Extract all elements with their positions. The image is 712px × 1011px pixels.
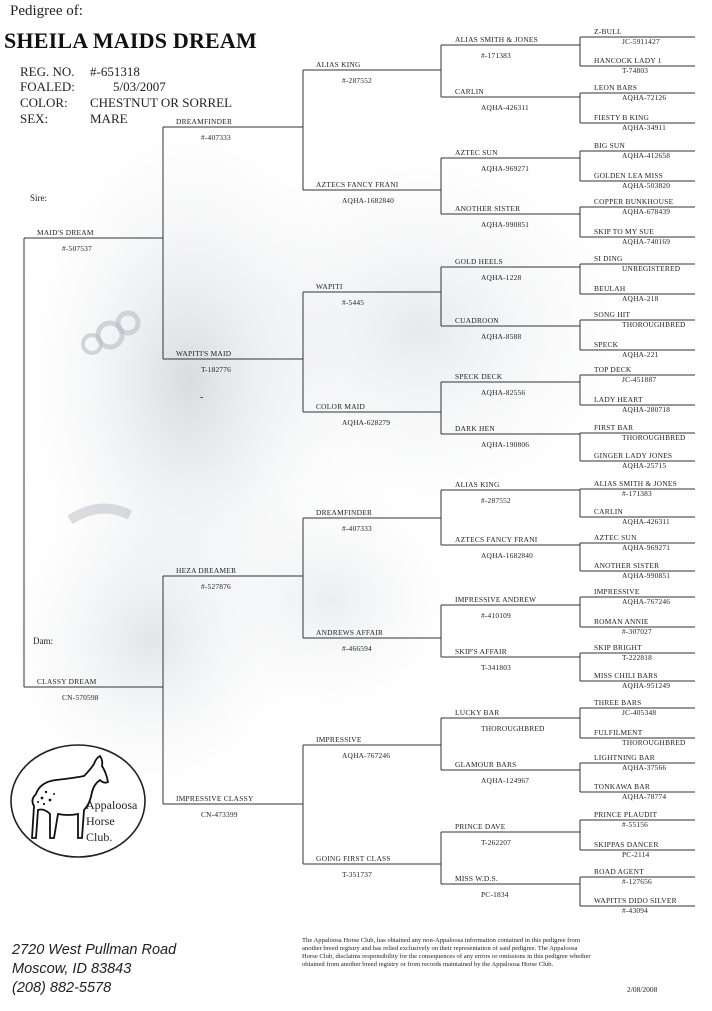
gen4-name: IMPRESSIVE ANDREW: [455, 595, 537, 604]
gen4-reg: AQHA-82556: [481, 388, 526, 397]
gen5-name: SPECK: [594, 340, 619, 349]
gen4-reg: AQHA-124967: [481, 776, 530, 785]
gen5-name: GINGER LADY JONES: [594, 451, 673, 460]
dash-mark: -: [200, 392, 204, 403]
gen2-reg: T-182776: [201, 365, 232, 374]
gen4-reg: #-171383: [481, 51, 511, 60]
gen5-reg: AQHA-426311: [622, 517, 670, 526]
gen5-reg: #-55156: [622, 820, 649, 829]
gen5-name: WAPITI'S DIDO SILVER: [594, 896, 677, 905]
gen5-reg: #-171383: [622, 489, 652, 498]
gen4-name: AZTECS FANCY FRANI: [455, 535, 538, 544]
gen4-name: SKIP'S AFFAIR: [455, 647, 507, 656]
gen5-reg: AQHA-25715: [622, 461, 667, 470]
gen5-name: FIESTY B KING: [594, 113, 650, 122]
sire-label: Sire:: [30, 193, 47, 203]
gen5-name: COPPER BUNKHOUSE: [594, 197, 674, 206]
gen4-reg: THOROUGHBRED: [481, 724, 545, 733]
gen5-name: FULFILMENT: [594, 728, 643, 737]
gen3-reg: AQHA-1682840: [342, 196, 395, 205]
gen5-reg: T-222818: [622, 653, 653, 662]
gen5-name: LEON BARS: [594, 83, 638, 92]
gen5-name: ANOTHER SISTER: [594, 561, 660, 570]
gen2-name: IMPRESSIVE CLASSY: [176, 794, 254, 803]
gen3-reg: AQHA-628279: [342, 418, 391, 427]
gen4-reg: PC-1834: [481, 890, 509, 899]
gen5-name: CARLIN: [594, 507, 624, 516]
gen5-reg: JC-451887: [622, 375, 657, 384]
gen5-name: GOLDEN LEA MISS: [594, 171, 664, 180]
appaloosa-logo: [8, 742, 148, 860]
gen5-name: TOP DECK: [594, 365, 632, 374]
gen4-name: PRINCE DAVE: [455, 822, 506, 831]
gen5-name: IMPRESSIVE: [594, 587, 640, 596]
gen2-reg: #-527876: [201, 582, 231, 591]
disclaimer-text: The Appaloosa Horse Club, has obtained any non-Appaloosa information contained in this pedigree from another breed registry and has relied exclusively on their representation of said pedigree. The Appaloosa Horse Club, disclaims responsibility for the consequences of any errors or omissions in this pedigree whether obtained from another breed registry or from records maintained by the Appaloosa Horse Club.: [302, 937, 591, 968]
gen2-name: WAPITI'S MAID: [176, 349, 232, 358]
foaled-value: 5/03/2007: [113, 79, 166, 94]
gen5-reg: AQHA-78774: [622, 792, 667, 801]
gen5-reg: THOROUGHBRED: [622, 433, 686, 442]
gen4-reg: #-410109: [481, 611, 511, 620]
gen5-reg: AQHA-990851: [622, 571, 671, 580]
gen5-name: ROAD AGENT: [594, 867, 644, 876]
gen5-reg: AQHA-280718: [622, 405, 671, 414]
gen5-reg: #-127656: [622, 877, 652, 886]
gen4-name: ANOTHER SISTER: [455, 204, 521, 213]
gen5-reg: AQHA-969271: [622, 543, 671, 552]
gen3-reg: #-287552: [342, 76, 372, 85]
gen1-reg: CN-570598: [62, 693, 99, 702]
gen3-name: ANDREWS AFFAIR: [316, 628, 384, 637]
logo-line-3: Club.: [86, 830, 113, 844]
foaled-label: FOALED:: [20, 79, 75, 94]
gen3-reg: AQHA-767246: [342, 751, 391, 760]
sex-value: MARE: [90, 111, 128, 126]
gen5-name: LIGHTNING BAR: [594, 753, 655, 762]
address-line-1: 2720 West Pullman Road: [12, 942, 177, 958]
gen5-name: SONG HIT: [594, 310, 631, 319]
gen5-reg: AQHA-37566: [622, 763, 667, 772]
reg-no-label: REG. NO.: [20, 64, 75, 79]
gen3-name: ALIAS KING: [316, 60, 361, 69]
gen5-name: FIRST BAR: [594, 423, 634, 432]
gen4-name: MISS W.D.S.: [455, 874, 499, 883]
gen4-reg: AQHA-8588: [481, 332, 522, 341]
gen3-name: DREAMFINDER: [316, 508, 373, 517]
gen3-reg: #-466594: [342, 644, 372, 653]
gen4-name: DARK HEN: [455, 424, 495, 433]
address-line-3: (208) 882-5578: [12, 980, 112, 996]
gen4-name: ALIAS KING: [455, 480, 500, 489]
gen3-reg: #-407333: [342, 524, 372, 533]
gen5-name: AZTEC SUN: [594, 533, 637, 542]
gen5-reg: JC-405348: [622, 708, 657, 717]
gen5-name: MISS CHILI BARS: [594, 671, 658, 680]
gen5-reg: AQHA-678439: [622, 207, 671, 216]
gen5-name: TONKAWA BAR: [594, 782, 651, 791]
gen4-reg: AQHA-426311: [481, 103, 529, 112]
gen5-name: SKIP BRIGHT: [594, 643, 642, 652]
gen4-name: ALIAS SMITH & JONES: [455, 35, 538, 44]
gen5-name: LADY HEART: [594, 395, 643, 404]
gen4-name: SPECK DECK: [455, 372, 503, 381]
gen5-name: SKIPPAS DANCER: [594, 840, 659, 849]
gen5-name: HANCOCK LADY 1: [594, 56, 662, 65]
gen5-reg: THOROUGHBRED: [622, 320, 686, 329]
gen5-name: PRINCE PLAUDIT: [594, 810, 658, 819]
gen1-name: MAID'S DREAM: [37, 228, 94, 237]
gen5-reg: AQHA-740169: [622, 237, 671, 246]
gen2-reg: #-407333: [201, 133, 231, 142]
gen3-name: WAPITI: [316, 282, 343, 291]
gen5-reg: PC-2114: [622, 850, 650, 859]
gen4-name: LUCKY BAR: [455, 708, 500, 717]
color-label: COLOR:: [20, 95, 68, 110]
gen3-reg: T-351737: [342, 870, 373, 879]
gen4-reg: #-287552: [481, 496, 511, 505]
dam-label: Dam:: [33, 636, 53, 646]
horse-name-title: SHEILA MAIDS DREAM: [4, 28, 257, 53]
gen5-name: Z-BULL: [594, 27, 622, 36]
reg-no-value: #-651318: [90, 64, 140, 79]
gen1-reg: #-507537: [62, 244, 92, 253]
gen4-reg: AQHA-1682840: [481, 551, 534, 560]
gen5-reg: THOROUGHBRED: [622, 738, 686, 747]
gen4-name: GLAMOUR BARS: [455, 760, 517, 769]
gen1-name: CLASSY DREAM: [37, 677, 97, 686]
gen4-name: CARLIN: [455, 87, 485, 96]
color-value: CHESTNUT OR SORREL: [90, 95, 233, 110]
gen5-reg: JC-5911427: [622, 37, 660, 46]
gen2-name: HEZA DREAMER: [176, 566, 237, 575]
gen3-name: GOING FIRST CLASS: [316, 854, 391, 863]
gen5-reg: #-43094: [622, 906, 649, 915]
gen4-reg: AQHA-990851: [481, 220, 530, 229]
pedigree-of-label: Pedigree of:: [10, 3, 83, 19]
gen5-reg: #-307027: [622, 627, 652, 636]
gen4-reg: AQHA-190806: [481, 440, 530, 449]
logo-line-1: Appaloosa: [86, 798, 138, 812]
gen2-reg: CN-473399: [201, 810, 238, 819]
address-line-2: Moscow, ID 83843: [12, 961, 132, 977]
gen5-reg: AQHA-767246: [622, 597, 671, 606]
gen3-reg: #-5445: [342, 298, 365, 307]
gen4-reg: AQHA-969271: [481, 164, 530, 173]
gen5-reg: UNREGISTERED: [622, 264, 681, 273]
gen4-name: GOLD HEELS: [455, 257, 503, 266]
gen5-reg: AQHA-951249: [622, 681, 671, 690]
logo-line-2: Horse: [86, 814, 115, 828]
gen5-reg: AQHA-412658: [622, 151, 671, 160]
gen4-name: CUADROON: [455, 316, 499, 325]
gen5-reg: AQHA-218: [622, 294, 659, 303]
gen5-name: SKIP TO MY SUE: [594, 227, 654, 236]
gen4-reg: T-262207: [481, 838, 512, 847]
print-date: 2/08/2008: [627, 985, 658, 994]
gen5-reg: AQHA-221: [622, 350, 659, 359]
gen5-name: ALIAS SMITH & JONES: [594, 479, 677, 488]
gen5-reg: AQHA-34911: [622, 123, 667, 132]
gen5-reg: T-74803: [622, 66, 649, 75]
gen4-reg: AQHA-1228: [481, 273, 522, 282]
gen5-name: THREE BARS: [594, 698, 642, 707]
gen5-name: ROMAN ANNIE: [594, 617, 649, 626]
gen4-reg: T-341803: [481, 663, 512, 672]
gen5-reg: AQHA-72126: [622, 93, 667, 102]
gen4-name: AZTEC SUN: [455, 148, 498, 157]
gen3-name: COLOR MAID: [316, 402, 366, 411]
gen5-reg: AQHA-503820: [622, 181, 671, 190]
sex-label: SEX:: [20, 111, 49, 126]
gen3-name: IMPRESSIVE: [316, 735, 362, 744]
gen2-name: DREAMFINDER: [176, 117, 233, 126]
gen5-name: BEULAH: [594, 284, 626, 293]
gen5-name: BIG SUN: [594, 141, 626, 150]
gen3-name: AZTECS FANCY FRANI: [316, 180, 399, 189]
gen5-name: SI DING: [594, 254, 623, 263]
